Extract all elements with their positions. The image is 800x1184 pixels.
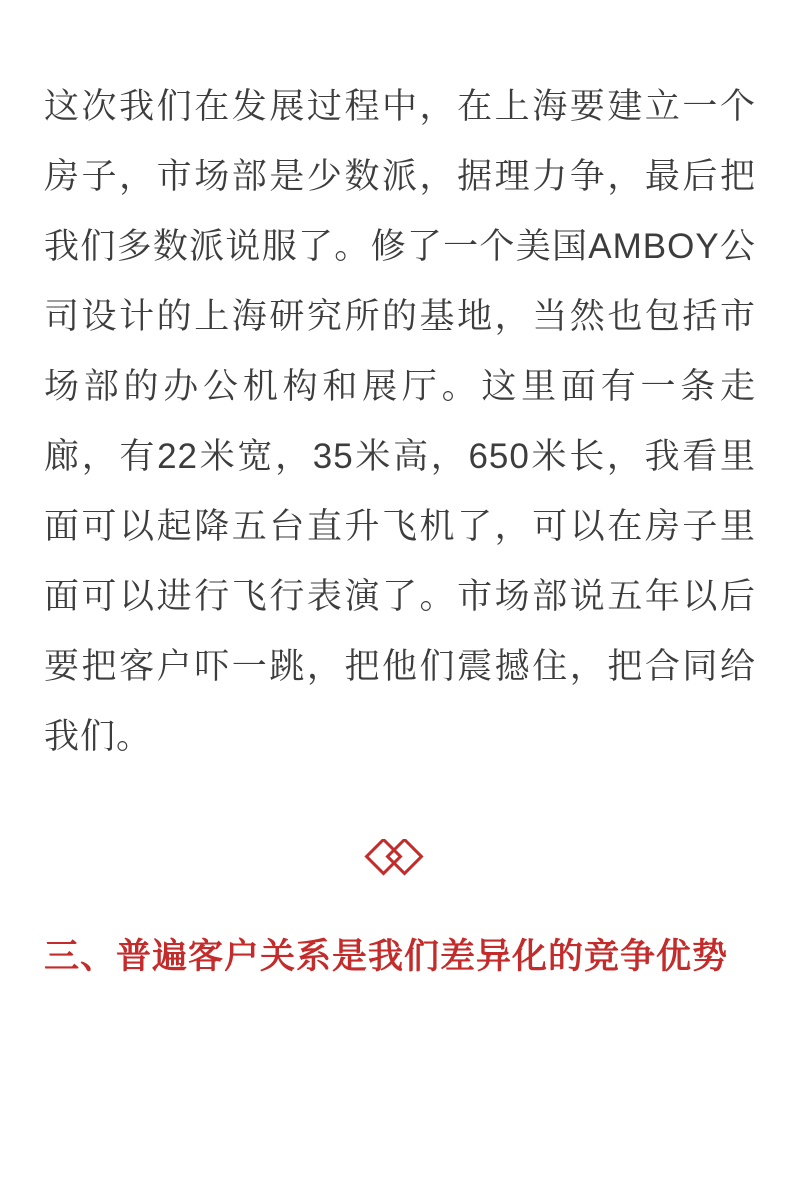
double-diamond-ornament-icon <box>355 839 445 885</box>
section-divider <box>44 832 756 892</box>
body-paragraph: 这次我们在发展过程中，在上海要建立一个房子，市场部是少数派，据理力争，最后把我们多数派说服了。修了一个美国AMBOY公司设计的上海研究所的基地，当然也包括市场部的办公机构和展厅。这里面有一条走廊，有22米宽，35米高，650米长，我看里面可以起降五台直升飞机了，可以在房子里面可以进行飞行表演了。市场部说五年以后要把客户吓一跳，把他们震撼住，把合同给我们。 <box>44 87 756 756</box>
section-heading: 三、普遍客户关系是我们差异化的竞争优势 <box>44 937 729 976</box>
